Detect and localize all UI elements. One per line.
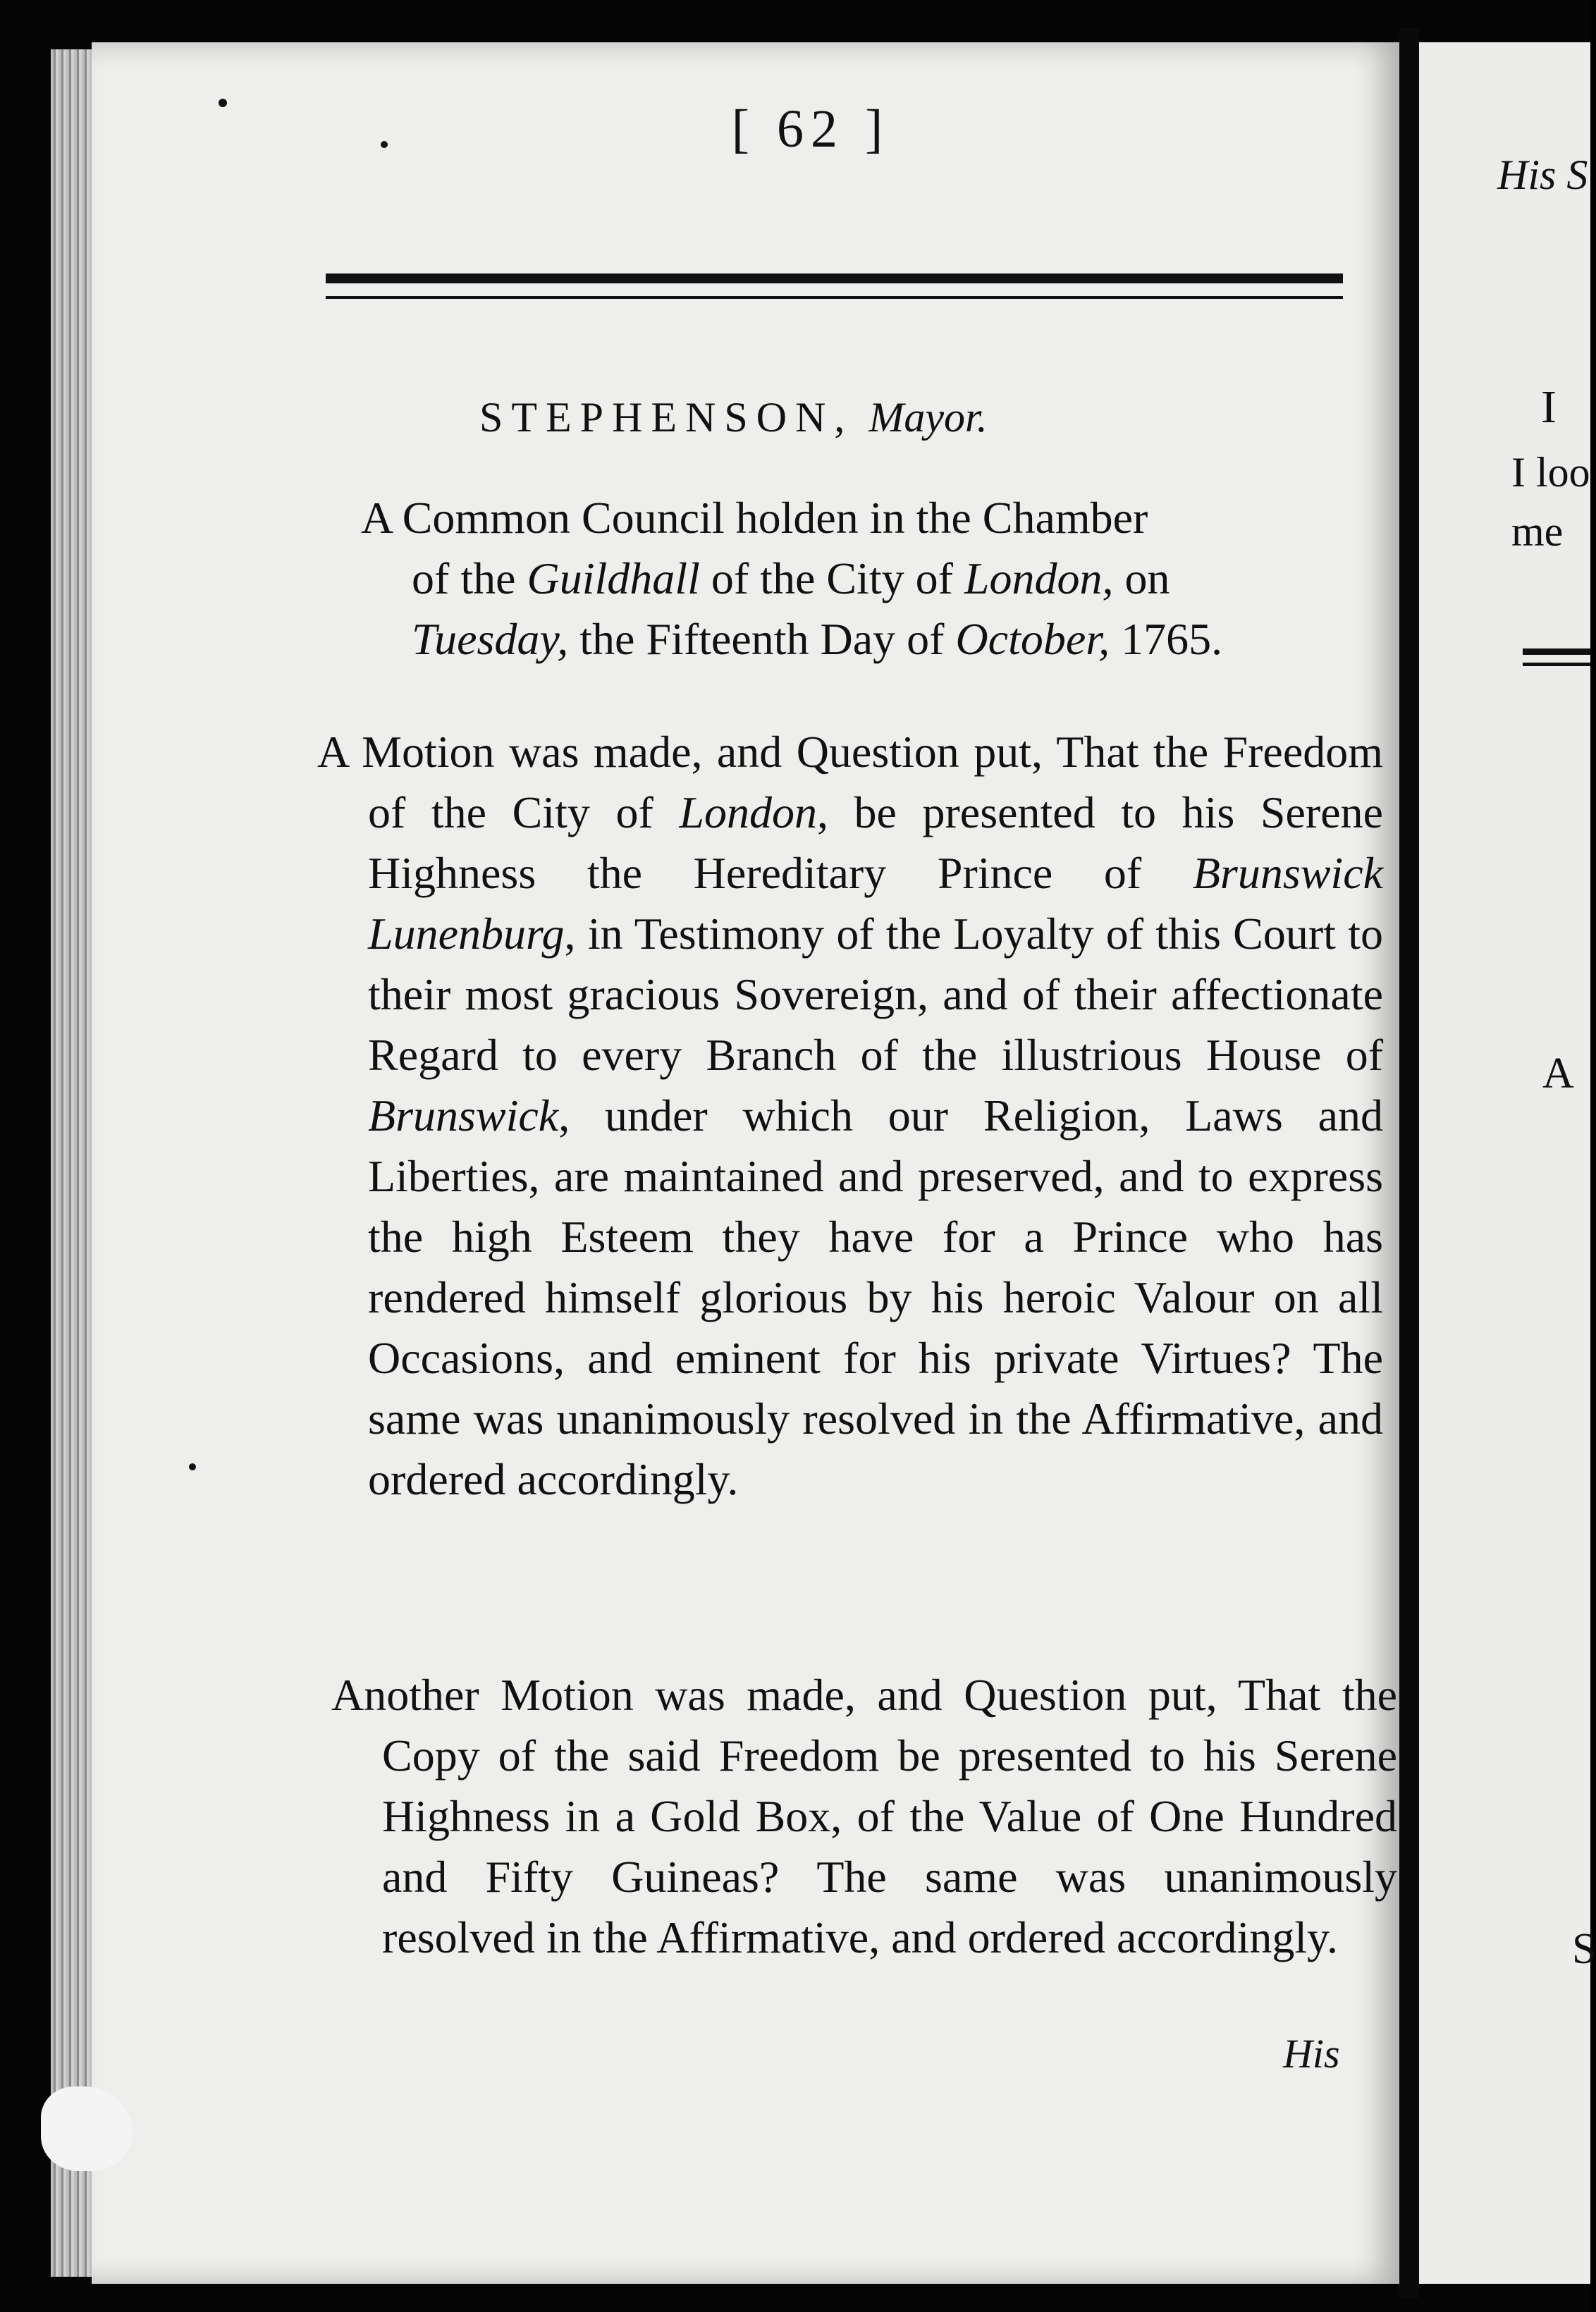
- header-rule-thick: [326, 273, 1343, 283]
- next-page-text-fragment: me: [1511, 508, 1564, 555]
- october-italic: October,: [955, 614, 1110, 664]
- page-number: [ 62 ]: [731, 99, 890, 159]
- catchword: His: [1283, 2031, 1340, 2077]
- ink-speck: [189, 1463, 196, 1470]
- motion-paragraph-1: [317, 722, 1383, 1510]
- next-page-header-fragment: His S: [1497, 152, 1588, 198]
- next-page-rule: [1523, 648, 1590, 655]
- mayor-heading: [479, 393, 1255, 442]
- text-run: the Fifteenth Day of: [568, 614, 956, 664]
- text-run: , under which our Religion, Laws and Liberties, are maintained and preserved, and to express the high Esteem they have for a Prince who has rendered himself glorious by his heroic Valour on all Occasions, and eminent for his private Virtues? The same was unanimously resolved in the Affirmative, and ordered accordingly.: [368, 1090, 1383, 1504]
- next-page-rule: [1523, 663, 1590, 666]
- text-run: of the City of: [699, 553, 964, 603]
- header-rule-thin: [326, 296, 1343, 299]
- london-italic: London: [679, 787, 817, 837]
- guildhall-italic: Guildhall: [527, 553, 700, 603]
- council-heading: [361, 488, 1318, 670]
- next-page-initial: I: [1541, 381, 1557, 433]
- text-run: of the: [412, 553, 527, 603]
- ink-speck: [381, 141, 388, 148]
- mayor-name: STEPHENSON,: [479, 394, 854, 441]
- ink-speck: [219, 99, 227, 107]
- text-run: A Motion was made, and Question put, That the Freedom of the City of: [317, 727, 1383, 837]
- council-line-3: [361, 609, 1318, 670]
- council-line-1: A Common Council holden in the Chamber: [361, 493, 1148, 543]
- text-run: on: [1113, 553, 1170, 603]
- brunswick-lunenburg-italic: Brunswick Lunenburg: [368, 848, 1383, 959]
- text-run: 1765.: [1110, 614, 1223, 664]
- text-run: , in Testimony of the Loyalty of this Court to their most gracious Sovereign, and of their affectionate Regard to every Branch of the illustrious House of: [368, 909, 1383, 1080]
- text-run: , be presented to his Serene Highness the Hereditary Prince of: [368, 787, 1384, 898]
- motion-paragraph-2: Another Motion was made, and Question put, That the Copy of the said Freedom be presented to his Serene Highness in a Gold Box, of the Value of One Hundred and Fifty Guineas? The same was unanimously resolved in the Affirmative, and ordered accordingly.: [331, 1670, 1397, 1962]
- next-page-text-fragment: I loo: [1511, 449, 1590, 496]
- brunswick-italic: Brunswick: [368, 1090, 559, 1140]
- next-page-text-fragment: A: [1542, 1050, 1574, 1097]
- london-italic: London,: [964, 553, 1114, 603]
- council-line-2: [361, 548, 1318, 609]
- tuesday-italic: Tuesday,: [412, 614, 569, 664]
- book-gutter: [1399, 28, 1419, 2298]
- right-page-fragment: [1419, 42, 1590, 2284]
- next-page-text-fragment: S: [1572, 1925, 1596, 1973]
- mayor-title: Mayor.: [868, 394, 988, 441]
